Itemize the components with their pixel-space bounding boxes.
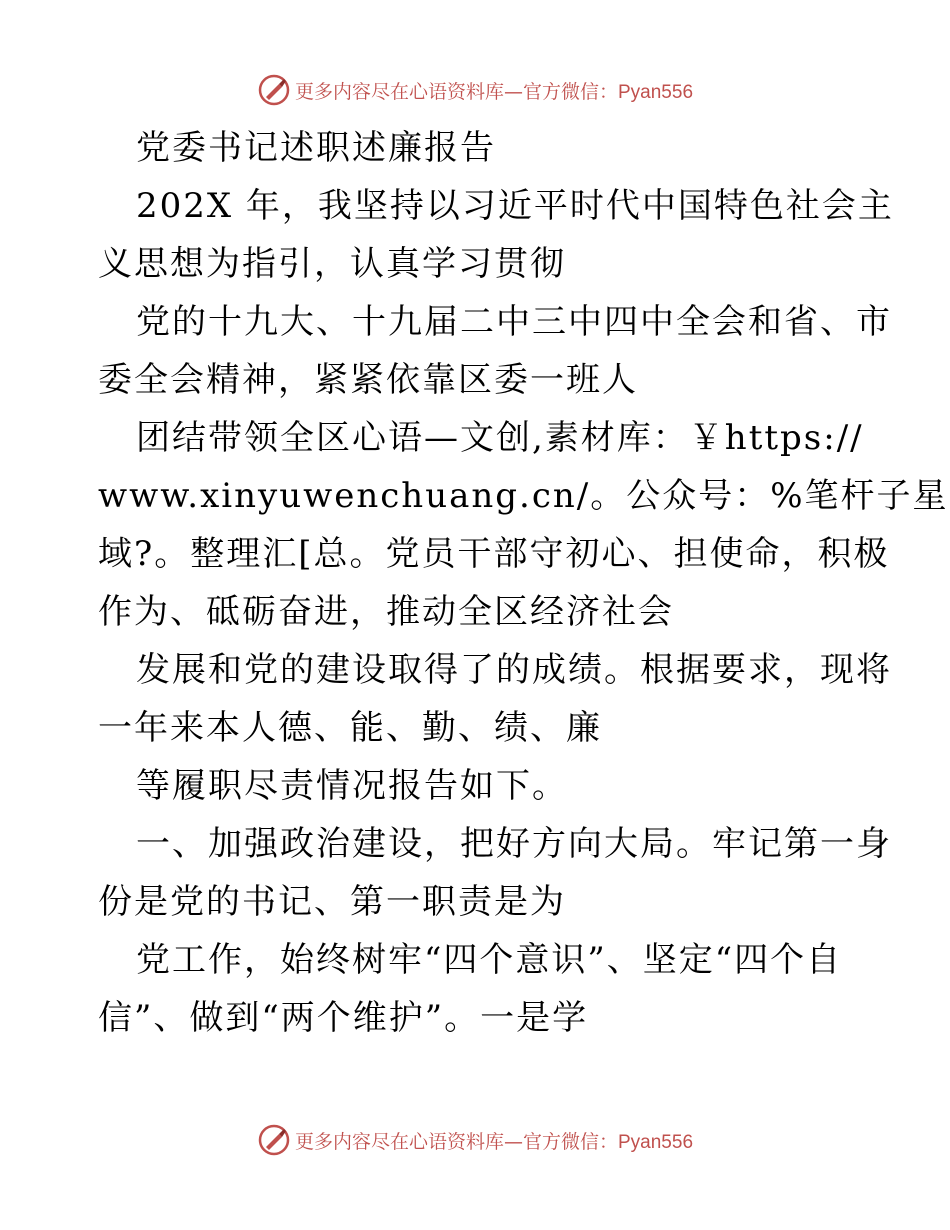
header-banner xyxy=(0,70,950,110)
paragraph-line: 党的十九大、十九届二中三中四中全会和省、市 xyxy=(136,302,892,342)
paragraph-line: 域?。整理汇[总。党员干部守初心、担使命，积极 xyxy=(98,534,890,574)
paragraph-line: 党工作，始终树牢“四个意识”、坚定“四个自 xyxy=(136,940,843,980)
pen-nib-logo-icon xyxy=(257,1123,291,1157)
footer-banner xyxy=(0,1120,950,1160)
pen-nib-logo-icon xyxy=(257,73,291,107)
paragraph-line: 发展和党的建设取得了的成绩。根据要求，现将 xyxy=(136,650,892,690)
paragraph-line: 份是党的书记、第一职责是为 xyxy=(98,882,566,922)
paragraph-line: 一、加强政治建设，把好方向大局。牢记第一身 xyxy=(136,824,892,864)
paragraph-line: 202X 年，我坚持以习近平时代中国特色社会主 xyxy=(136,186,894,226)
banner-text: 更多内容尽在心语资料库—官方微信：Pyan556 xyxy=(294,1130,694,1153)
paragraph-line: 委全会精神，紧紧依靠区委一班人 xyxy=(98,360,638,400)
paragraph-line: 作为、砥砺奋进，推动全区经济社会 xyxy=(98,592,674,632)
paragraph-line: 一年来本人德、能、勤、绩、廉 xyxy=(98,708,602,748)
paragraph-line: 义思想为指引，认真学习贯彻 xyxy=(98,244,566,284)
paragraph-line: 等履职尽责情况报告如下。 xyxy=(136,766,568,806)
paragraph-line: 信”、做到“两个维护”。一是学 xyxy=(98,998,589,1038)
paragraph-line: 团结带领全区心语—文创,素材库：￥https:// xyxy=(136,418,864,458)
paragraph-line: www.xinyuwenchuang.cn/。公众号：%笔杆子星 xyxy=(98,476,949,516)
banner-text: 更多内容尽在心语资料库—官方微信：Pyan556 xyxy=(294,80,694,103)
document-title: 党委书记述职述廉报告 xyxy=(136,128,496,168)
